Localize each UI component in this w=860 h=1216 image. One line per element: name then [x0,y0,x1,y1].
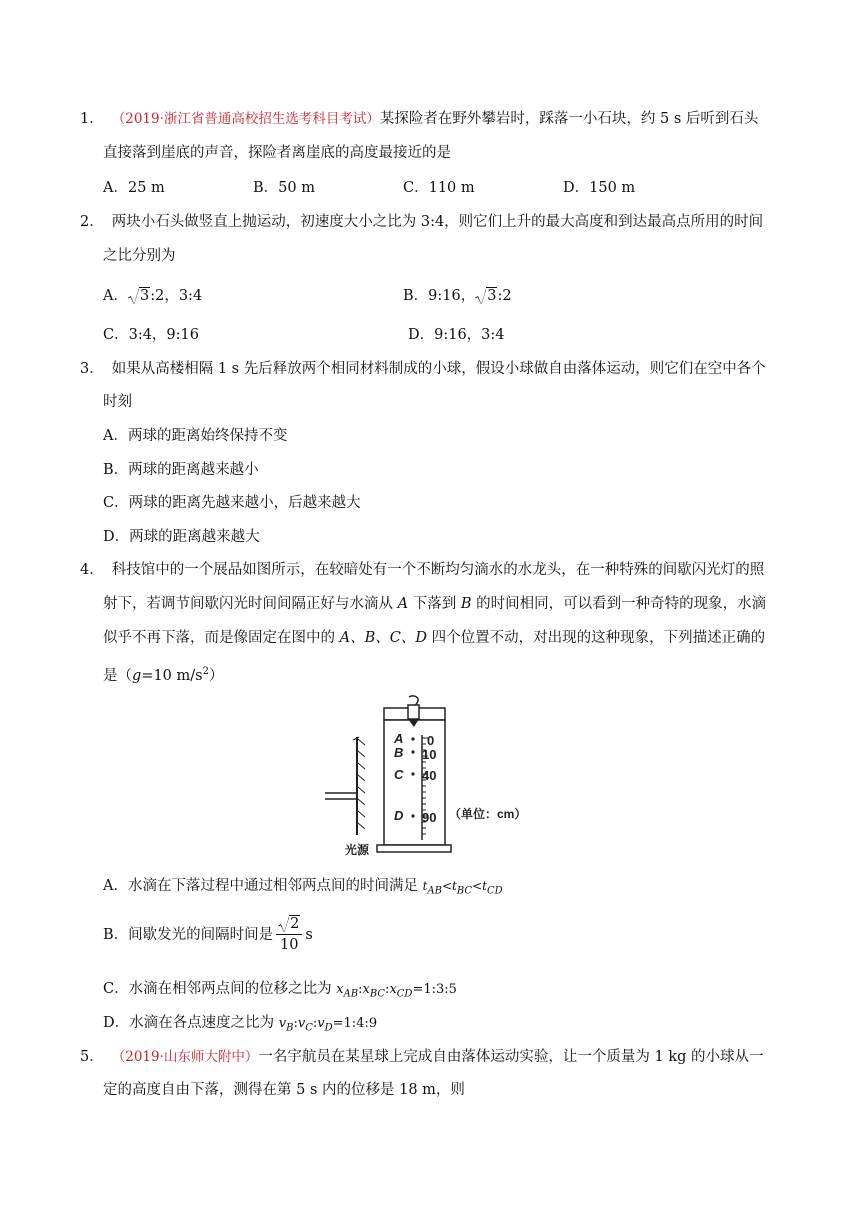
q4-text-1: 科技馆中的一个展品如图所示，在较暗处有一个不断均匀滴水的水龙头，在一种特殊的间歇闪光灯的照 [111,562,765,578]
q5-line-2: 定的高度自由下落，测得在第 5 s 内的位移是 18 m，则 [103,1082,465,1098]
water-column-icon [377,696,451,852]
q2-option-d: D．9:16，3:4 [408,327,505,343]
q5-line-1 [80,1047,764,1067]
sqrt-symbol [128,286,150,306]
q5-source: （2019·山东师大附中） [111,1049,259,1065]
q4-text-4b: g [132,667,142,684]
q4-option-a-expr: $t_{AB}<t_{BC}<t_{CD}$ [422,879,503,897]
q4-option-b-numerator: 2 [290,916,300,932]
q4-line-4 [103,662,223,686]
q4-line-2 [103,594,766,614]
q3-option-b: B．两球的距离越来越小 [103,462,259,478]
point-label-b: B [394,745,404,760]
q3-line-1 [80,359,766,379]
q3-text-1: 如果从高楼相隔 1 s 先后释放两个相同材料制成的小球，假设小球做自由落体运动，则它们在空中各个 [111,361,766,377]
q4-option-b [103,914,313,955]
q1-option-a: A．25 m [103,180,165,196]
light-source-label: 光源 [345,843,370,857]
scale-label-0: 0 [427,733,435,748]
q4-text-2e: 的时间相同，可以看到一种奇特的现象，水滴 [471,596,767,612]
q2-option-b-rest: :2 [497,288,512,304]
q5-number: 5． [80,1049,104,1065]
q4-text-3c: 四个位置不动，对出现的这种现象，下列描述正确的 [426,630,766,646]
q2-number: 2． [80,214,104,230]
scale-label-40: 40 [422,768,437,783]
q2-line-1 [80,212,763,232]
q4-option-c [103,979,457,1005]
q4-option-b-text: B．间歇发光的间隔时间是 [103,926,274,943]
q3-option-d: D．两球的距离越来越大 [103,529,260,545]
q4-option-d-expr: $v_B:v_C:v_D=1:4:9$ [278,1016,378,1034]
sqrt-symbol [278,914,300,934]
q1-source: （2019·浙江省普通高校招生选考科目考试） [111,111,380,127]
q1-option-b: B．50 m [253,180,315,196]
q4-option-a [103,876,503,901]
q4-text-3a: 似乎不再下落，而是像固定在图中的 [103,630,340,646]
q2-option-b-radicand: 3 [487,288,497,304]
q4-text-2c: 下落到 [408,596,461,612]
q4-text-2a: 射下，若调节间歇闪光时间间隔正好与水滴从 [103,596,398,612]
point-label-a: A [394,731,404,746]
q2-option-c: C．3:4，9:16 [103,327,199,343]
scale-label-10: 10 [422,747,437,762]
q4-option-c-text: C．水滴在相邻两点间的位移之比为 [103,981,337,997]
q4-option-d [103,1013,377,1039]
q2-option-a-prefix: A． [103,288,128,304]
q1-line-1 [80,109,758,129]
q4-text-4d: 2 [202,666,209,677]
dripping-tap-figure [325,695,545,860]
fraction [276,914,302,955]
point-label-d: D [394,808,404,823]
q4-text-2d: B [460,596,472,612]
q4-text-4a: 是（ [103,667,132,684]
point-label-c: C [394,767,404,782]
q1-option-c: C．110 m [403,180,475,196]
q4-number: 4． [80,562,104,578]
q5-text-1: 一名宇航员在某星球上完成自由落体运动实验，让一个质量为 1 kg 的小球从一 [258,1049,764,1065]
q4-text-3b: A、B、C、D [339,630,427,646]
q4-text-4e: ） [208,667,224,684]
q2-text-1: 两块小石头做竖直上抛运动，初速度大小之比为 3:4，则它们上升的最大高度和到达最高点所用的时间 [111,214,764,230]
q3-option-a: A．两球的距离始终保持不变 [103,428,288,444]
q4-option-b-unit: s [305,926,313,943]
q2-option-b [403,286,512,306]
q4-option-d-text: D．水滴在各点速度之比为 [103,1015,279,1031]
q2-line-2: 之比分别为 [103,248,176,264]
q2-option-a-rest: :2，3:4 [150,288,203,304]
q4-text-2b: A [397,596,409,612]
unit-label: （单位：cm） [449,807,527,821]
q1-number: 1． [80,111,104,127]
q4-line-1 [80,560,764,580]
q1-text-1: 某探险者在野外攀岩时，踩落一小石块，约 5 s 后听到石头 [379,111,759,127]
q4-option-c-expr: $x_{AB}:x_{BC}:x_{CD}=1:3:5$ [336,982,457,1000]
q2-option-a [103,286,202,306]
q3-option-c: C．两球的距离先越来越小，后越来越大 [103,495,361,511]
q4-text-4c: =10 m/s [141,667,203,684]
sqrt-symbol [475,286,497,306]
scale-label-90: 90 [422,810,437,825]
q4-line-3 [103,628,765,648]
q2-option-b-prefix: B．9:16， [403,288,476,304]
q4-option-b-denominator: 10 [280,937,299,953]
q2-option-a-radicand: 3 [139,288,150,304]
q3-line-2: 时刻 [103,394,132,410]
q3-number: 3． [80,361,104,377]
light-source-icon [325,737,365,835]
q1-option-d: D．150 m [563,180,636,196]
q4-option-a-text: A．水滴在下落过程中通过相邻两点间的时间满足 [103,878,423,894]
q1-line-2: 直接落到崖底的声音，探险者离崖底的高度最接近的是 [103,145,451,161]
